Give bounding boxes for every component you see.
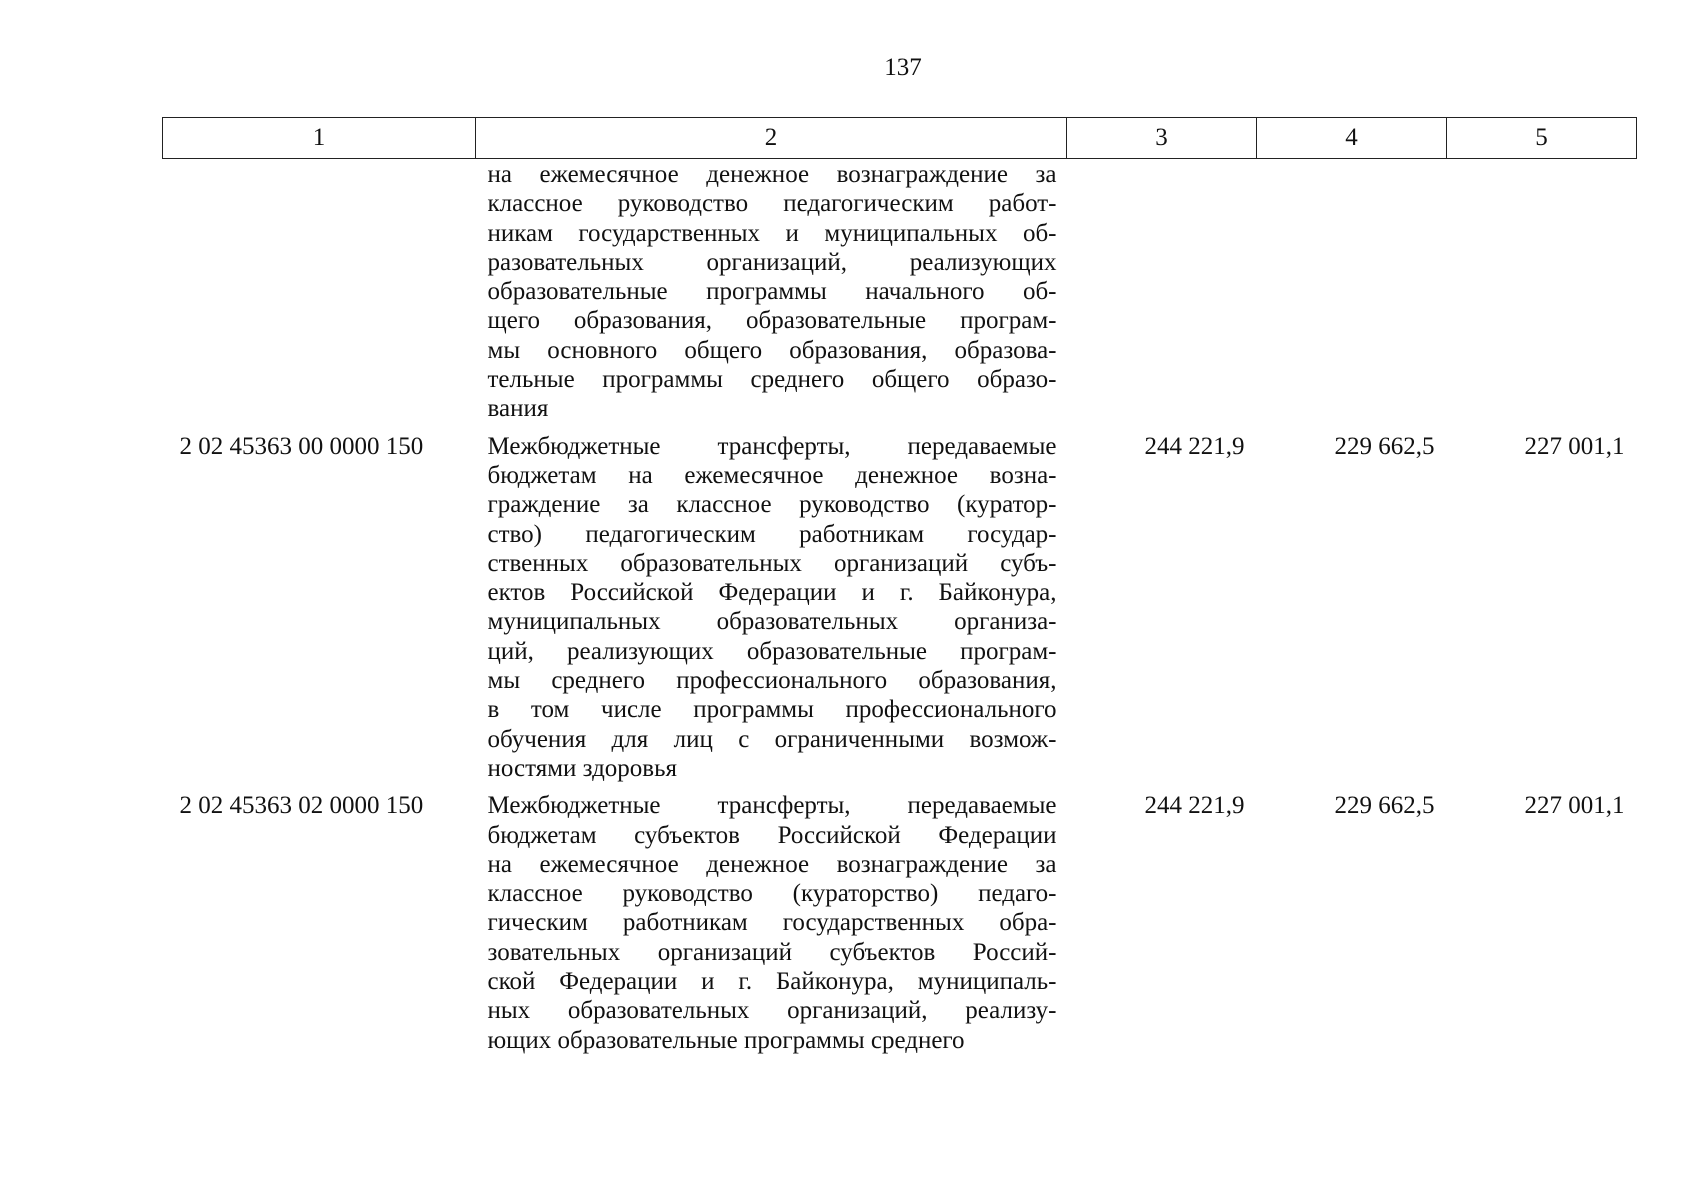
description-line: Межбюджетные трансферты, передаваемые xyxy=(487,432,1057,460)
description-line: щего образования, образовательные програм- xyxy=(487,307,1057,335)
table-body xyxy=(163,159,1637,1055)
description-line: ностями здоровья xyxy=(487,754,677,782)
header-row xyxy=(163,118,1637,159)
description-line: гическим работникам государственных обра- xyxy=(487,909,1057,937)
description-line: ство) педагогическим работникам государ- xyxy=(487,520,1057,548)
page-number: 137 xyxy=(884,54,922,81)
description-line: бюджетам субъектов Российской Федерации xyxy=(487,821,1057,849)
description-cell xyxy=(476,783,1067,1055)
description-line: Межбюджетные трансферты, передаваемые xyxy=(487,792,1057,820)
description-line: бюджетам на ежемесячное денежное возна- xyxy=(487,461,1057,489)
table-header xyxy=(163,118,1637,159)
description-line: классное руководство педагогическим работ- xyxy=(487,190,1057,218)
amount-year-2: 229 662,5 xyxy=(1334,432,1435,460)
description-line: ской Федерации и г. Байконура, муниципаль- xyxy=(487,968,1057,996)
amount-year-1 xyxy=(1067,159,1257,424)
description-line: граждение за классное руководство (куратор- xyxy=(487,491,1057,519)
budget-code: 2 02 45363 00 0000 150 xyxy=(179,432,424,460)
amount-year-2: 229 662,5 xyxy=(1334,792,1435,820)
description-line: ных образовательных организаций, реализу- xyxy=(487,997,1057,1025)
budget-code xyxy=(163,159,476,424)
amount-year-3: 227 001,1 xyxy=(1524,792,1625,820)
description-line: на ежемесячное денежное вознаграждение за xyxy=(487,161,1057,188)
description-line: на ежемесячное денежное вознаграждение за xyxy=(487,850,1057,878)
column-header-4: 4 xyxy=(1257,118,1447,159)
description-line: тельные программы среднего общего образо- xyxy=(487,366,1057,394)
amount-year-1: 244 221,9 xyxy=(1144,432,1245,460)
description-line: образовательные программы начального об- xyxy=(487,278,1057,306)
amount-year-3: 227 001,1 xyxy=(1524,432,1625,460)
description-line: ющих образовательные программы среднего xyxy=(487,1026,965,1054)
description-line: зовательных организаций субъектов Россий- xyxy=(487,938,1057,966)
column-header-5: 5 xyxy=(1447,118,1637,159)
description-line: разовательных организаций, реализующих xyxy=(487,248,1057,276)
table-row xyxy=(163,159,1637,424)
amount-year-2 xyxy=(1257,159,1447,424)
description-line: вания xyxy=(487,395,549,423)
description-line: ций, реализующих образовательные програм- xyxy=(487,637,1057,665)
table-row xyxy=(163,424,1637,784)
description-line: мы основного общего образования, образова- xyxy=(487,336,1057,364)
description-line: мы среднего профессионального образования, xyxy=(487,667,1057,695)
amount-year-3 xyxy=(1447,159,1637,424)
description-line: обучения для лиц с ограниченными возмож- xyxy=(487,725,1057,753)
description-line: классное руководство (кураторство) педаго- xyxy=(487,880,1057,908)
description-cell xyxy=(476,424,1067,784)
table-row xyxy=(163,783,1637,1055)
description-cell xyxy=(476,159,1067,424)
description-line: в том числе программы профессионального xyxy=(487,696,1057,724)
description-line: муниципальных образовательных организа- xyxy=(487,608,1057,636)
column-header-1: 1 xyxy=(163,118,476,159)
budget-table xyxy=(162,117,1637,1055)
description-line: никам государственных и муниципальных об- xyxy=(487,219,1057,247)
description-line: ственных образовательных организаций субъ- xyxy=(487,549,1057,577)
column-header-2: 2 xyxy=(476,118,1067,159)
column-header-3: 3 xyxy=(1067,118,1257,159)
description-line: ектов Российской Федерации и г. Байконура, xyxy=(487,579,1057,607)
amount-year-1: 244 221,9 xyxy=(1144,792,1245,820)
budget-code: 2 02 45363 02 0000 150 xyxy=(179,792,424,820)
